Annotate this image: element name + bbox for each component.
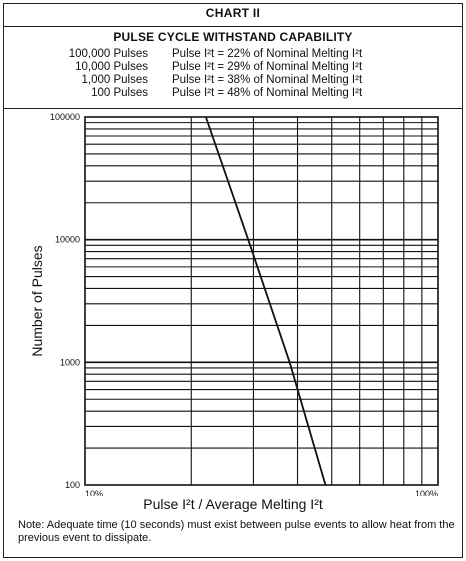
pulse-count: 1,000 Pulses [81,74,148,86]
x-tick-label: 10% [85,489,104,496]
x-tick-labels [85,489,438,496]
footnote: Note: Adequate time (10 seconds) must exist between pulse events to allow heat from the previous event to dissipate. [18,519,455,544]
y-tick-labels [50,112,80,490]
grid [85,117,438,485]
series-layer [206,117,326,485]
table-title: PULSE CYCLE WITHSTAND CAPABILITY [113,30,353,44]
x-axis-label: Pulse I²t / Average Melting I²t [143,496,323,512]
plot-border [85,117,438,485]
pulse-spec: Pulse I²t = 29% of Nominal Melting I²t [172,61,363,73]
series-line [206,117,326,485]
pulse-spec: Pulse I²t = 22% of Nominal Melting I²t [172,48,363,60]
y-tick-label: 10000 [54,234,80,245]
header-divider [4,26,462,27]
chart-label: CHART II [205,6,261,20]
plot-area [0,110,466,496]
y-tick-label: 100000 [49,112,80,122]
pulse-spec: Pulse I²t = 48% of Nominal Melting I²t [172,87,363,99]
pulse-table-row [0,47,466,61]
plot-divider [4,108,462,109]
pulse-spec: Pulse I²t = 38% of Nominal Melting I²t [172,74,363,86]
y-tick-label: 1000 [59,357,80,368]
x-tick-label: 100% [414,489,438,496]
pulse-table-row [0,73,466,87]
pulse-table-row [0,86,466,100]
pulse-count: 100,000 Pulses [68,48,148,60]
y-axis-label: Number of Pulses [29,245,45,357]
pulse-count: 10,000 Pulses [75,61,148,73]
y-tick-label: 100 [64,480,80,490]
pulse-table-row [0,60,466,74]
pulse-count: 100 Pulses [91,87,148,99]
